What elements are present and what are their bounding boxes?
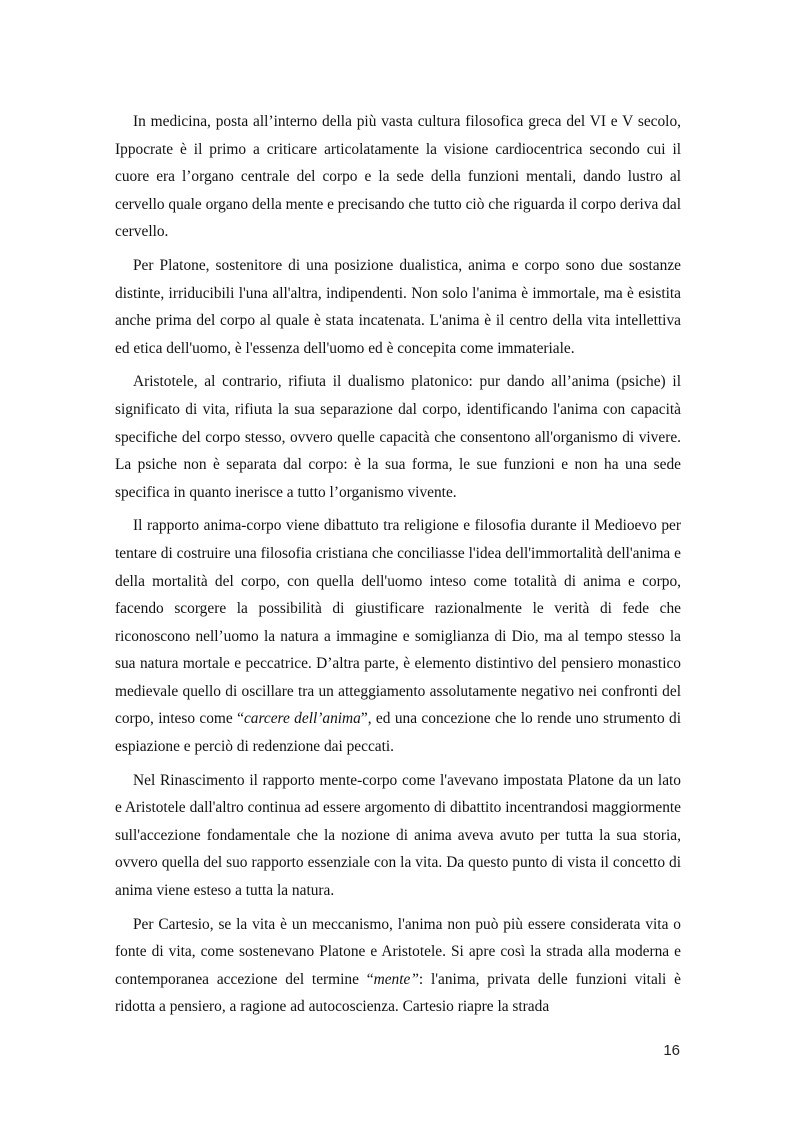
page-number: 16 — [663, 1042, 680, 1059]
emphasis-mente: mente” — [373, 970, 419, 988]
emphasis-carcere-anima: carcere dell’anima — [243, 710, 361, 728]
paragraph-medioevo-text-end: ”, ed una concezione che lo rende uno strumento di espiazione e perciò di redenzione dai peccati. — [115, 710, 682, 756]
paragraph-cartesio-text-end: : l'anima, privata delle funzioni vitali è ridotta a pensiero, a ragione ad autocoscienza. Cartesio riapre la strada — [115, 970, 681, 1016]
paragraph-cartesio-text: Per Cartesio, se la vita è un meccanismo, l'anima non può più essere considerata vita o fonte di vita, come sostenevano Platone e Aristotele. Si apre così la strada alla moderna e contemporanea accezione del termine “ — [115, 915, 681, 988]
paragraph-aristotele: Aristotele, al contrario, rifiuta il dualismo platonico: pur dando all’anima (psiche) il significato di vita, rifiuta la sua separazione dal corpo, identificando l'anima con capacità specifiche del corpo stesso, ovvero quelle capacità che consentono all'organismo di vivere. La psiche non è separata dal corpo: è la sua forma, le sue funzioni e non ha una sede specifica in quanto inerisce a tutto l’organismo vivente. — [115, 373, 681, 501]
paragraph-rinascimento: Nel Rinascimento il rapporto mente-corpo come l'avevano impostata Platone da un lato e Aristotele dall'altro continua ad essere argomento di dibattito incentrandosi maggiormente sull'accezione fondamentale che la nozione di anima aveva avuto per tutta la sua storia, ovvero quella del suo rapporto essenziale con la vita. Da questo punto di vista il concetto di anima viene esteso a tutta la natura. — [115, 771, 681, 900]
paragraph-medioevo-text: Il rapporto anima-corpo viene dibattuto tra religione e filosofia durante il Medioevo per tentare di costruire una filosofia cristiana che conciliasse l'idea dell'immortalità dell'anima e della mortalità del corpo, con quella dell'uomo inteso come totalità di anima e corpo, facendo scorgere la possibilità di giustificare razionalmente le verità di fede che riconoscono nell’uomo la natura a immagine e somiglianza di Dio, ma al tempo stesso la sua natura mortale e peccatrice. D’altra parte, è elemento distintivo del pensiero monastico medievale quello di oscillare tra un atteggiamento assolutamente negativo nei confronti del corpo, inteso come “ — [115, 517, 681, 728]
document-page — [115, 108, 681, 1027]
paragraph-cartesio — [115, 911, 681, 1021]
paragraph-ippocrate: In medicina, posta all’interno della più vasta cultura filosofica greca del VI e V secolo, Ippocrate è il primo a criticare articolatamente la visione cardiocentrica secondo cui il cuore era l’organo centrale del corpo e la sede della funzioni mentali, dando lustro al cervello quale organo della mente e precisando che tutto ciò che riguarda il corpo deriva dal cervello. — [115, 113, 681, 241]
paragraph-medioevo — [115, 512, 681, 760]
paragraph-platone: Per Platone, sostenitore di una posizione dualistica, anima e corpo sono due sostanze distinte, irriducibili l'una all'altra, indipendenti. Non solo l'anima è immortale, ma è esistita anche prima del corpo al quale è stata incatenata. L'anima è il centro della vita intellettiva ed etica dell'uomo, è l'essenza dell'uomo ed è concepita come immateriale. — [115, 256, 681, 357]
